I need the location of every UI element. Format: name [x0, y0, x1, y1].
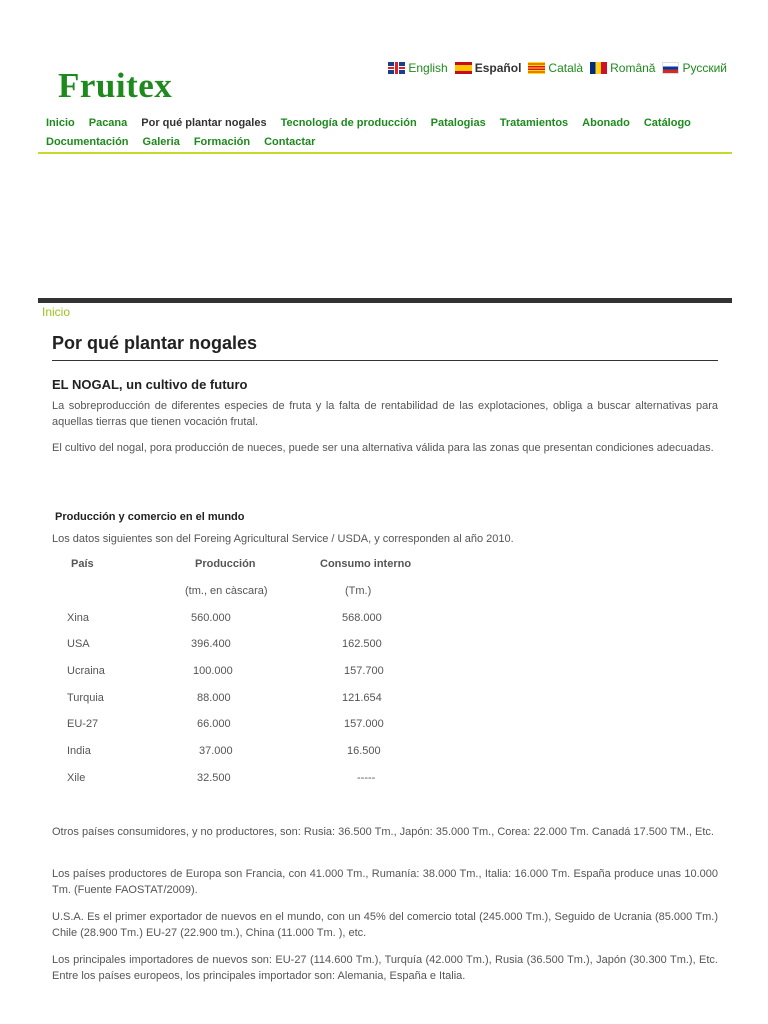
- nav-divider: [38, 152, 732, 154]
- table-cell-production: 560.000: [191, 612, 231, 624]
- nav-item-documentacion[interactable]: Documentación: [46, 136, 129, 148]
- nav-item-catalogo[interactable]: Catálogo: [643, 117, 691, 129]
- nav-item-galeria[interactable]: Galeria: [142, 136, 180, 148]
- table-cell-consumption: 162.500: [342, 638, 382, 650]
- table-cell-consumption: 568.000: [342, 612, 382, 624]
- note-paragraph-1: Otros países consumidores, y no productores, son: Rusia: 36.500 Tm., Japón: 35.000 Tm., Corea: 22.000 Tm. Canadá 17.500 TM., Etc.: [52, 826, 714, 838]
- flag-en-icon: [388, 62, 405, 74]
- nav-item-formacion[interactable]: Formación: [193, 136, 251, 148]
- table-cell-consumption: 157.000: [344, 718, 384, 730]
- nav-item-patalogias[interactable]: Patalogias: [430, 117, 486, 129]
- subsection-title: Producción y comercio en el mundo: [55, 511, 245, 523]
- intro-paragraph-2: El cultivo del nogal, pora producción de nueces, puede ser una alternativa válida para las zonas que presentan condiciones adecuadas.: [52, 442, 714, 454]
- table-header-production: Producción: [195, 558, 256, 570]
- lang-russian-link[interactable]: Русский: [662, 61, 727, 75]
- nav-item-por-que-plantar-nogales[interactable]: Por qué plantar nogales: [141, 117, 267, 129]
- site-logo[interactable]: Fruitex: [58, 66, 173, 105]
- table-cell-country: Ucraina: [67, 665, 105, 677]
- table-cell-country: Turquia: [67, 692, 104, 704]
- nav-item-inicio[interactable]: Inicio: [46, 117, 75, 129]
- lang-espanol-link[interactable]: Español: [455, 61, 522, 75]
- language-switcher: [388, 61, 727, 75]
- table-cell-production: 88.000: [197, 692, 231, 704]
- flag-ca-icon: [528, 62, 545, 74]
- table-cell-country: EU-27: [67, 718, 99, 730]
- page-title: Por qué plantar nogales: [52, 333, 718, 361]
- flag-ru-icon: [662, 62, 679, 74]
- table-cell-production: 396.400: [191, 638, 231, 650]
- table-cell-consumption: 121.654: [342, 692, 382, 704]
- table-cell-country: India: [67, 745, 91, 757]
- note-paragraph-2: Los países productores de Europa son Francia, con 41.000 Tm., Rumanía: 38.000 Tm., Italia: 16.000 Tm. España produce unas 10.000 Tm. (Fuente FAOSTAT/2009).: [52, 868, 718, 896]
- lang-catala-link[interactable]: Català: [528, 61, 583, 75]
- nav-item-tratamientos[interactable]: Tratamientos: [499, 117, 569, 129]
- table-cell-country: Xile: [67, 772, 86, 784]
- table-cell-country: Xina: [67, 612, 90, 624]
- table-unit-consumption: (Tm.): [345, 585, 372, 597]
- section-title: EL NOGAL, un cultivo de futuro: [52, 377, 248, 392]
- nav-item-tecnologia[interactable]: Tecnología de producción: [280, 117, 417, 129]
- nav-item-contactar[interactable]: Contactar: [264, 136, 316, 148]
- note-paragraph-4: Los principales importadores de nuevos son: EU-27 (114.600 Tm.), Turquía (42.000 Tm.), Rusia (36.500 Tm.), Japón (30.300 Tm.), Etc. Entre los países europeos, los principales importador son: Alemania, España e Italia.: [52, 954, 718, 982]
- lang-english-link[interactable]: English: [388, 61, 447, 75]
- content-top-bar: [38, 298, 732, 303]
- table-cell-country: USA: [67, 638, 90, 650]
- flag-ro-icon: [590, 62, 607, 74]
- table-header-country: País: [71, 558, 94, 570]
- lang-romana-link[interactable]: Română: [590, 61, 655, 75]
- table-cell-production: 32.500: [197, 772, 231, 784]
- table-header-consumption: Consumo interno: [320, 558, 412, 570]
- breadcrumb-home-link[interactable]: Inicio: [42, 305, 71, 319]
- table-cell-consumption: 16.500: [347, 745, 381, 757]
- main-nav: [46, 114, 736, 152]
- table-cell-consumption: 157.700: [344, 665, 384, 677]
- nav-item-abonado[interactable]: Abonado: [582, 117, 630, 129]
- intro-paragraph-1: La sobreproducción de diferentes especies de fruta y la falta de rentabilidad de las explotaciones, obliga a buscar alternativas para aquellas tierras que tienen vocación frutal.: [52, 400, 718, 428]
- flag-es-icon: [455, 62, 472, 74]
- table-unit-production: (tm., en càscara): [185, 585, 268, 597]
- note-paragraph-3: U.S.A. Es el primer exportador de nuevos en el mundo, con un 45% del comercio total (245.000 Tm.), Seguido de Ucrania (85.000 Tm.) Chile (28.900 Tm.) EU-27 (22.900 tm.), China (11.000 Tm. ), etc.: [52, 911, 718, 939]
- table-cell-consumption: -----: [357, 772, 376, 784]
- table-cell-production: 100.000: [193, 665, 233, 677]
- table-cell-production: 66.000: [197, 718, 231, 730]
- source-paragraph: Los datos siguientes son del Foreing Agricultural Service / USDA, y corresponden al año 2010.: [52, 533, 514, 545]
- table-cell-production: 37.000: [199, 745, 233, 757]
- nav-item-pacana[interactable]: Pacana: [88, 117, 128, 129]
